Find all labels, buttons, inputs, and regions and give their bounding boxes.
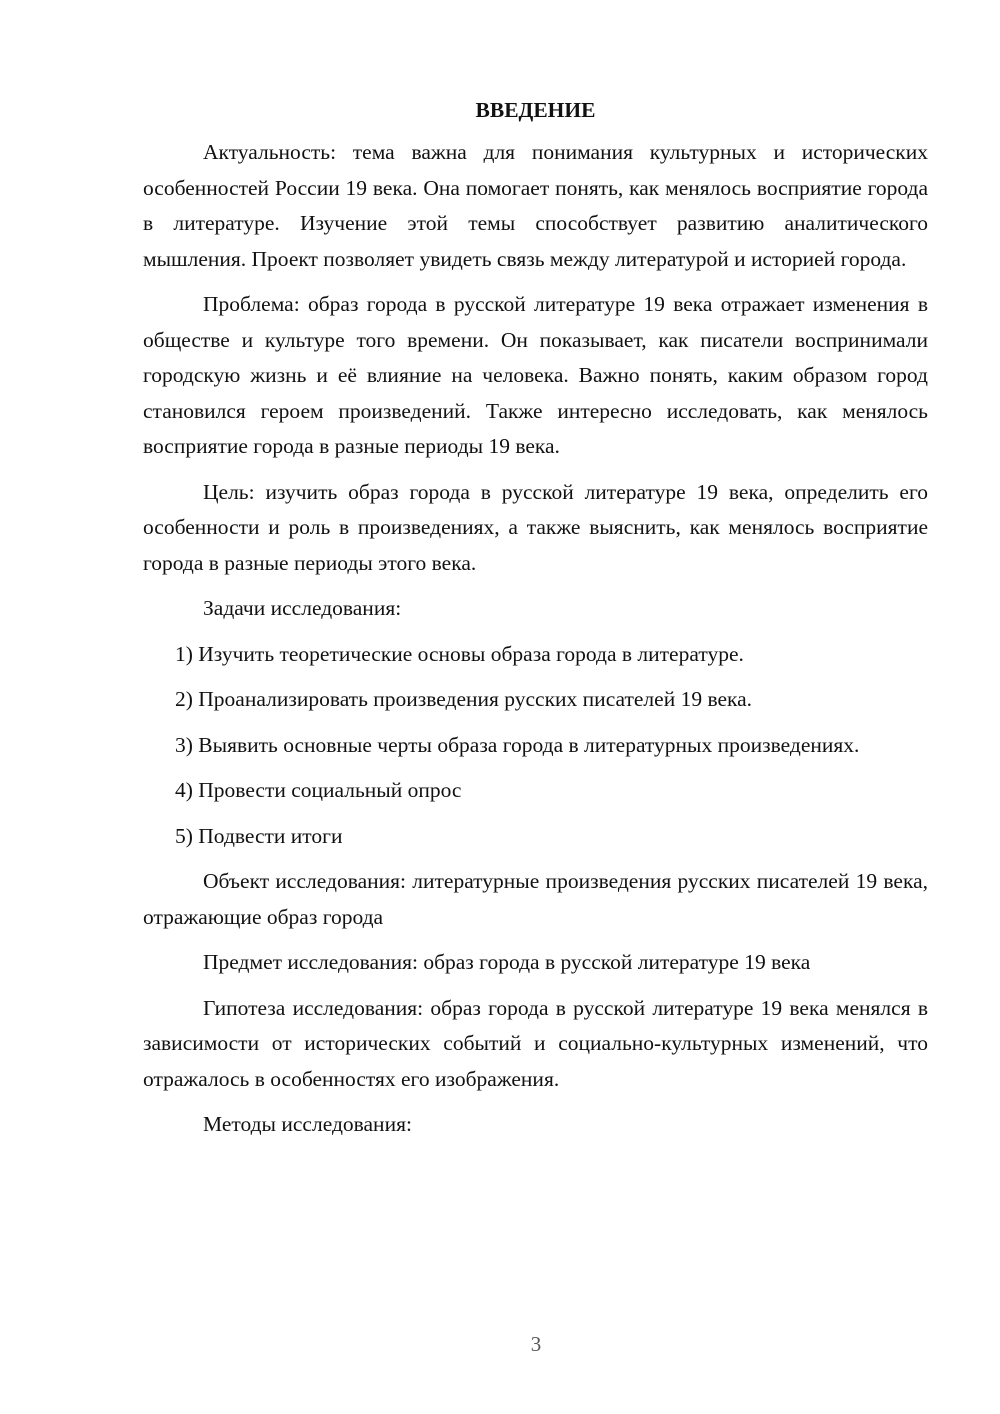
tasks-title: Задачи исследования: [203, 596, 402, 620]
task-item-2: 2) Проанализировать произведения русских писателей 19 века. [175, 687, 753, 711]
task-item-5: 5) Подвести итоги [175, 823, 343, 848]
hypothesis-paragraph: Гипотеза исследования: образ города в русской литературе 19 века менялся в зависимости от исторических событий и социально-культурных изменений, что отражалось в особенностях его изображения. [143, 995, 928, 1091]
task-item-3: 3) Выявить основные черты образа города в литературных произведениях. [175, 732, 860, 757]
goal-paragraph: Цель: изучить образ города в русской литературе 19 века, определить его особенности и роль в произведениях, а также выяснить, как менялось восприятие города в разные периоды этого века. [143, 479, 928, 575]
methods-title: Методы исследования: [203, 1112, 412, 1136]
object-paragraph: Объект исследования: литературные произведения русских писателей 19 века, отражающие образ города [143, 869, 928, 929]
document-page [143, 95, 928, 1153]
subject-paragraph: Предмет исследования: образ города в русской литературе 19 века [203, 950, 811, 974]
task-item-1: 1) Изучить теоретические основы образа города в литературе. [175, 641, 744, 666]
task-item-4: 4) Провести социальный опрос [175, 778, 462, 802]
relevance-paragraph: Актуальность: тема важна для понимания культурных и исторических особенностей России 19 века. Она помогает понять, как менялось восприятие города в литературе. Изучение этой темы способствует развитию аналитического мышления. Проект позволяет увидеть связь между литературой и историей города. [143, 140, 928, 271]
page-number: 3 [530, 1332, 542, 1356]
page-title: ВВЕДЕНИЕ [475, 98, 596, 122]
problem-paragraph: Проблема: образ города в русской литературе 19 века отражает изменения в обществе и культуре того времени. Он показывает, как писатели воспринимали городскую жизнь и её влияние на человека. Важно понять, каким образом город становился героем произведений. Также интересно исследовать, как менялось восприятие города в разные периоды 19 века. [143, 292, 928, 458]
